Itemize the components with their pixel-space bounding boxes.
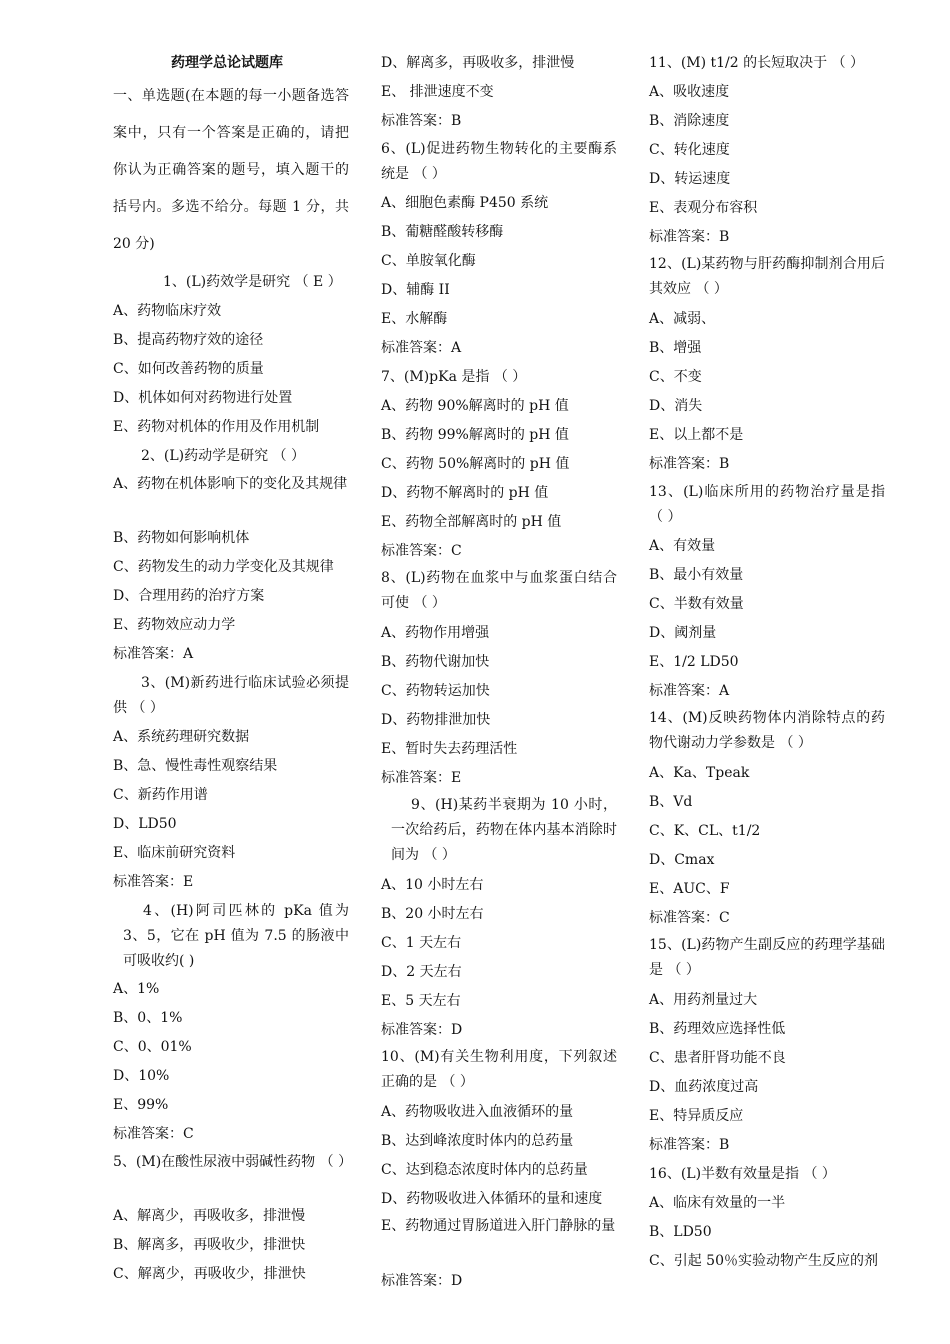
answer-option: C、如何改善药物的质量 bbox=[113, 361, 264, 377]
answer-option: C、达到稳态浓度时体内的总药量 bbox=[381, 1162, 588, 1178]
answer-option: C、转化速度 bbox=[649, 142, 730, 158]
answer-option: D、机体如何对药物进行处置 bbox=[113, 390, 293, 406]
answer-option: A、药物吸收进入血液循环的量 bbox=[381, 1104, 574, 1120]
answer-option: E、5 天左右 bbox=[381, 993, 461, 1009]
answer-key: 标准答案：C bbox=[649, 910, 730, 926]
answer-option: C、患者肝肾功能不良 bbox=[649, 1050, 786, 1066]
answer-option: C、不变 bbox=[649, 369, 702, 385]
answer-option: B、消除速度 bbox=[649, 113, 730, 129]
question-stem: 12、(L)某药物与肝药酶抑制剂合用后其效应 （ ） bbox=[649, 256, 885, 297]
answer-option: A、药物临床疗效 bbox=[113, 303, 222, 319]
answer-option: E、 排泄速度不变 bbox=[381, 84, 494, 100]
answer-option: D、2 天左右 bbox=[381, 964, 462, 980]
answer-option: E、药物全部解离时的 pH 值 bbox=[381, 514, 562, 530]
answer-option: D、辅酶 II bbox=[381, 282, 450, 298]
answer-key: 标准答案：C bbox=[381, 543, 462, 559]
question-stem: 5、(M)在酸性尿液中弱碱性药物 （ ） bbox=[113, 1154, 353, 1170]
question-stem: 16、(L)半数有效量是指 （ ） bbox=[649, 1166, 836, 1182]
answer-option: E、以上都不是 bbox=[649, 427, 744, 443]
question-stem: 2、(L)药动学是研究 （ ） bbox=[141, 448, 306, 464]
question-stem: 9、(H)某药半衰期为 10 小时，一次给药后，药物在体内基本消除时间为 （ ） bbox=[391, 797, 617, 863]
question-stem: 15、(L)药物产生副反应的药理学基础是 （ ） bbox=[649, 937, 885, 978]
answer-option: E、特异质反应 bbox=[649, 1108, 744, 1124]
answer-option: A、1% bbox=[113, 981, 160, 997]
answer-option: D、阈剂量 bbox=[649, 625, 717, 641]
answer-option: A、用药剂量过大 bbox=[649, 992, 758, 1008]
answer-option: C、新药作用谱 bbox=[113, 787, 208, 803]
answer-option: C、药物发生的动力学变化及其规律 bbox=[113, 559, 334, 575]
answer-option: B、Vd bbox=[649, 794, 693, 810]
question-stem: 1、(L)药效学是研究 （ E ） bbox=[163, 274, 342, 290]
answer-option: C、1 天左右 bbox=[381, 935, 462, 951]
answer-option: A、临床有效量的一半 bbox=[649, 1195, 786, 1211]
answer-option: C、0、01% bbox=[113, 1039, 192, 1055]
answer-option: E、临床前研究资料 bbox=[113, 845, 236, 861]
answer-option: C、解离少，再吸收少，排泄快 bbox=[113, 1266, 306, 1282]
answer-option: B、急、慢性毒性观察结果 bbox=[113, 758, 278, 774]
answer-option: A、药物作用增强 bbox=[381, 625, 490, 641]
answer-option: D、合理用药的治疗方案 bbox=[113, 588, 265, 604]
answer-option: E、药物通过胃肠道进入肝门静脉的量 bbox=[381, 1218, 616, 1234]
answer-option: B、葡糖醛酸转移酶 bbox=[381, 224, 504, 240]
question-stem: 11、(M) t1/2 的长短取决于 （ ） bbox=[649, 55, 865, 71]
answer-option: C、引起 50％实验动物产生反应的剂 bbox=[649, 1253, 878, 1269]
answer-option: B、药理效应选择性低 bbox=[649, 1021, 786, 1037]
answer-option: A、吸收速度 bbox=[649, 84, 730, 100]
answer-key: 标准答案：A bbox=[381, 340, 462, 356]
answer-option: D、转运速度 bbox=[649, 171, 731, 187]
answer-option: C、药物转运加快 bbox=[381, 683, 490, 699]
question-stem: 7、(M)pKa 是指 （ ） bbox=[381, 369, 527, 385]
answer-key: 标准答案：B bbox=[649, 456, 730, 472]
answer-key: 标准答案：A bbox=[649, 683, 730, 699]
answer-option: C、半数有效量 bbox=[649, 596, 744, 612]
answer-option: A、10 小时左右 bbox=[381, 877, 484, 893]
answer-option: A、减弱、 bbox=[649, 311, 716, 327]
answer-option: B、药物如何影响机体 bbox=[113, 530, 250, 546]
answer-key: 标准答案：D bbox=[381, 1273, 463, 1289]
answer-option: B、解离多，再吸收少，排泄快 bbox=[113, 1237, 306, 1253]
answer-option: E、表观分布容积 bbox=[649, 200, 758, 216]
answer-option: A、Ka、Tpeak bbox=[649, 765, 750, 781]
answer-option: B、药物代谢加快 bbox=[381, 654, 490, 670]
answer-option: C、K、CL、t1/2 bbox=[649, 823, 761, 839]
answer-option: D、消失 bbox=[649, 398, 703, 414]
answer-option: D、血药浓度过高 bbox=[649, 1079, 759, 1095]
answer-option: E、药物效应动力学 bbox=[113, 617, 236, 633]
question-stem: 10、(M)有关生物利用度，下列叙述正确的是 （ ） bbox=[381, 1049, 617, 1090]
answer-option: B、20 小时左右 bbox=[381, 906, 484, 922]
answer-option: A、系统药理研究数据 bbox=[113, 729, 250, 745]
answer-option: E、水解酶 bbox=[381, 311, 448, 327]
answer-option: C、单胺氧化酶 bbox=[381, 253, 476, 269]
answer-option: D、药物吸收进入体循环的量和速度 bbox=[381, 1191, 603, 1207]
answer-option: D、10% bbox=[113, 1068, 170, 1084]
answer-key: 标准答案：B bbox=[381, 113, 462, 129]
question-stem: 6、(L)促进药物生物转化的主要酶系统是 （ ） bbox=[381, 141, 617, 182]
answer-option: A、细胞色素酶 P450 系统 bbox=[381, 195, 549, 211]
answer-option: E、AUC、F bbox=[649, 881, 730, 897]
page-title: 药理学总论试题库 bbox=[171, 55, 283, 71]
answer-option: B、增强 bbox=[649, 340, 702, 356]
answer-option: B、药物 99%解离时的 pH 值 bbox=[381, 427, 569, 443]
answer-key: 标准答案：C bbox=[113, 1126, 194, 1142]
answer-key: 标准答案：E bbox=[381, 770, 462, 786]
answer-option: E、99% bbox=[113, 1097, 169, 1113]
answer-option: D、药物排泄加快 bbox=[381, 712, 491, 728]
answer-key: 标准答案：D bbox=[381, 1022, 463, 1038]
question-stem: 14、(M)反映药物体内消除特点的药物代谢动力学参数是 （ ） bbox=[649, 710, 885, 751]
answer-option: E、暂时失去药理活性 bbox=[381, 741, 518, 757]
answer-option: E、药物对机体的作用及作用机制 bbox=[113, 419, 320, 435]
answer-option: A、有效量 bbox=[649, 538, 716, 554]
answer-key: 标准答案：E bbox=[113, 874, 194, 890]
question-stem: 4、(H)阿司匹林的 pKa 值为 3、5，它在 pH 值为 7.5 的肠液中可吸收约( ) bbox=[123, 903, 349, 969]
answer-key: 标准答案：B bbox=[649, 229, 730, 245]
answer-option: B、最小有效量 bbox=[649, 567, 744, 583]
answer-option: B、LD50 bbox=[649, 1224, 712, 1240]
question-stem: 13、(L)临床所用的药物治疗量是指 （ ） bbox=[649, 484, 885, 525]
answer-option: A、解离少，再吸收多，排泄慢 bbox=[113, 1208, 306, 1224]
answer-option: D、LD50 bbox=[113, 816, 177, 832]
answer-option: E、1/2 LD50 bbox=[649, 654, 739, 670]
answer-option: B、达到峰浓度时体内的总药量 bbox=[381, 1133, 574, 1149]
answer-key: 标准答案：A bbox=[113, 646, 194, 662]
answer-key: 标准答案：B bbox=[649, 1137, 730, 1153]
answer-option: A、药物 90%解离时的 pH 值 bbox=[381, 398, 569, 414]
answer-option: B、提高药物疗效的途径 bbox=[113, 332, 264, 348]
answer-option: A、药物在机体影响下的变化及其规律 bbox=[113, 476, 348, 492]
answer-option: D、Cmax bbox=[649, 852, 715, 868]
answer-option: B、0、1% bbox=[113, 1010, 183, 1026]
question-stem: 8、(L)药物在血浆中与血浆蛋白结合可使 （ ） bbox=[381, 570, 617, 611]
section-instructions: 一、单选题(在本题的每一小题备选答案中，只有一个答案是正确的，请把你认为正确答案的题号，填入题干的括号内。多选不给分。每题 1 分，共 20 分) bbox=[113, 88, 349, 252]
answer-option: D、药物不解离时的 pH 值 bbox=[381, 485, 549, 501]
answer-option: C、药物 50%解离时的 pH 值 bbox=[381, 456, 570, 472]
question-stem: 3、(M)新药进行临床试验必须提供 （ ） bbox=[113, 675, 349, 716]
answer-option: D、解离多，再吸收多，排泄慢 bbox=[381, 55, 575, 71]
